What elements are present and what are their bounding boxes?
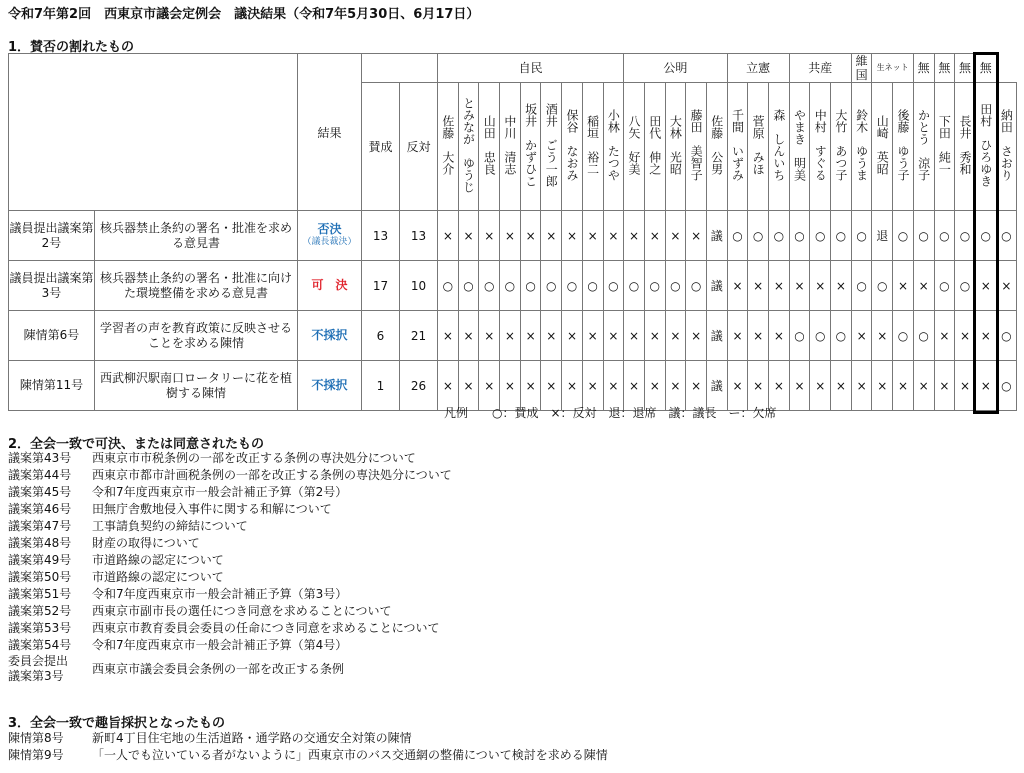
item-number: 陳情第8号 (8, 731, 64, 745)
vote-cell: × (831, 361, 852, 411)
vote-cell: × (665, 361, 686, 411)
vote-cell: ○ (996, 361, 1017, 411)
vote-cell: ○ (769, 211, 790, 261)
bill-number: 議員提出議案第3号 (9, 261, 95, 311)
vote-cell: × (520, 211, 541, 261)
result-cell (298, 311, 362, 361)
item-number: 議案第54号 (8, 638, 72, 652)
list-item (8, 552, 452, 569)
member-name-cell (934, 83, 955, 211)
vote-cell: ○ (789, 311, 810, 361)
vote-cell: × (520, 311, 541, 361)
vote-cell: ○ (458, 261, 479, 311)
member-name-cell (520, 83, 541, 211)
member-name-cell (810, 83, 831, 211)
legend: 凡例 ○：賛成 ×：反対 退：退席 議：議長 ー：欠席 (444, 406, 777, 420)
table-row (9, 211, 1017, 261)
vote-cell: ○ (686, 261, 707, 311)
no-count: 26 (400, 361, 438, 411)
member-name-cell (872, 83, 893, 211)
list-item (8, 569, 452, 586)
count-header-top (362, 54, 438, 83)
vote-cell: ○ (913, 311, 934, 361)
vote-cell: ○ (500, 261, 521, 311)
member-name-cell (893, 83, 914, 211)
item-title: 財産の取得について (92, 536, 200, 550)
item-title: 令和7年度西東京市一般会計補正予算（第2号） (92, 485, 348, 499)
result-header: 結果 (298, 54, 362, 211)
vote-cell: ○ (562, 261, 583, 311)
vote-cell: × (458, 211, 479, 261)
vote-cell: × (624, 311, 645, 361)
vote-cell: × (541, 311, 562, 361)
member-name: やまき 明美 (792, 109, 807, 181)
vote-cell: 議 (706, 311, 727, 361)
vote-cell: ○ (644, 261, 665, 311)
vote-cell: × (438, 211, 459, 261)
vote-cell: × (458, 311, 479, 361)
member-name-cell (624, 83, 645, 211)
vote-cell: × (438, 311, 459, 361)
vote-cell: × (458, 361, 479, 411)
item-title: 西東京市議会委員会条例の一部を改正する条例 (92, 661, 345, 676)
bill-title: 学習者の声を教育政策に反映させることを求める陳情 (95, 311, 298, 361)
list-item (8, 484, 452, 501)
vote-cell: × (975, 261, 996, 311)
party-header: 無 (955, 54, 976, 83)
vote-cell: × (624, 361, 645, 411)
member-name-cell (479, 83, 500, 211)
vote-cell: × (769, 261, 790, 311)
result-cell (298, 261, 362, 311)
item-title: 西東京市市税条例の一部を改正する条例の専決処分について (92, 451, 416, 465)
list-item (8, 535, 452, 552)
vote-cell: × (769, 311, 790, 361)
vote-cell: × (665, 211, 686, 261)
vote-cell: ○ (913, 211, 934, 261)
item-number-line: 委員会提出 (8, 654, 69, 668)
party-header: 無 (934, 54, 955, 83)
vote-cell: ○ (438, 261, 459, 311)
member-name: 千間 いずみ (730, 109, 745, 181)
member-name-cell (603, 83, 624, 211)
member-name-cell (851, 83, 872, 211)
result-cell (298, 361, 362, 411)
member-name-cell (748, 83, 769, 211)
vote-cell: × (500, 361, 521, 411)
party-header: 自民 (438, 54, 624, 83)
no-count-header: 反対 (400, 83, 438, 211)
list-item (8, 747, 608, 764)
vote-cell: ○ (831, 211, 852, 261)
member-name: 大竹 あつ子 (833, 109, 848, 181)
yes-count: 1 (362, 361, 400, 411)
list-item (8, 586, 452, 603)
member-name: 保谷 なおみ (564, 109, 579, 181)
header-blank-cell (9, 54, 298, 211)
section-3-heading: 3．全会一致で趣旨採択となったもの (8, 716, 226, 731)
vote-cell: × (872, 361, 893, 411)
vote-cell: × (934, 361, 955, 411)
member-name: 下田 純一 (937, 115, 952, 175)
vote-cell: × (934, 311, 955, 361)
vote-cell: × (686, 211, 707, 261)
member-name-cell (500, 83, 521, 211)
vote-cell: × (479, 211, 500, 261)
item-number: 議案第50号 (8, 570, 72, 584)
party-header: 公明 (624, 54, 727, 83)
vote-cell: × (438, 361, 459, 411)
vote-cell: ○ (851, 211, 872, 261)
vote-cell: ○ (603, 261, 624, 311)
member-name-cell (562, 83, 583, 211)
vote-cell: × (582, 211, 603, 261)
vote-cell: ○ (541, 261, 562, 311)
vote-cell: × (644, 311, 665, 361)
vote-cell: × (851, 311, 872, 361)
vote-cell: ○ (479, 261, 500, 311)
member-name-cell (975, 83, 996, 211)
vote-cell: × (975, 361, 996, 411)
vote-cell: × (520, 361, 541, 411)
item-title: 市道路線の認定について (92, 553, 224, 567)
list-item (8, 603, 452, 620)
vote-cell: ○ (624, 261, 645, 311)
vote-cell: ○ (955, 211, 976, 261)
vote-cell: × (831, 261, 852, 311)
item-title: 西東京市教育委員会委員の任命につき同意を求めることについて (92, 621, 440, 635)
table-row (9, 311, 1017, 361)
vote-cell: × (913, 361, 934, 411)
result-cell (298, 211, 362, 261)
vote-cell: × (955, 361, 976, 411)
vote-cell: × (665, 311, 686, 361)
member-name: 山崎 英昭 (875, 115, 890, 175)
member-name: 大林 光昭 (668, 115, 683, 175)
vote-cell: × (479, 361, 500, 411)
party-header: 共産 (789, 54, 851, 83)
vote-cell: ○ (893, 211, 914, 261)
result-label: 可 決 (311, 278, 348, 292)
vote-cell: ○ (893, 311, 914, 361)
vote-cell: ○ (789, 211, 810, 261)
yes-count: 13 (362, 211, 400, 261)
vote-cell: × (789, 261, 810, 311)
item-title: 田無庁舎敷地侵入事件に関する和解について (92, 502, 332, 516)
member-name-cell (913, 83, 934, 211)
vote-cell: ○ (665, 261, 686, 311)
vote-cell: ○ (748, 211, 769, 261)
item-number: 議案第43号 (8, 451, 72, 465)
vote-cell: × (603, 361, 624, 411)
member-name-cell (665, 83, 686, 211)
vote-cell: ○ (996, 211, 1017, 261)
yes-count: 17 (362, 261, 400, 311)
member-name-cell (582, 83, 603, 211)
member-name-cell (686, 83, 707, 211)
vote-cell: ○ (996, 311, 1017, 361)
list-item (8, 654, 452, 684)
vote-cell: × (851, 361, 872, 411)
item-number: 議案第52号 (8, 604, 72, 618)
vote-cell: 退 (872, 211, 893, 261)
adopted-list (8, 730, 608, 764)
vote-cell: × (644, 361, 665, 411)
vote-cell: ○ (520, 261, 541, 311)
bill-title: 西武柳沢駅南口ロータリーに花を植樹する陳情 (95, 361, 298, 411)
vote-cell: × (582, 311, 603, 361)
vote-cell: ○ (582, 261, 603, 311)
member-name: 小林 たつや (606, 109, 621, 181)
vote-cell: ○ (810, 311, 831, 361)
member-name-cell (644, 83, 665, 211)
member-name: 田村 ひろゆき (978, 103, 993, 187)
vote-cell: × (603, 311, 624, 361)
vote-cell: ○ (831, 311, 852, 361)
item-title: 工事請負契約の締結について (92, 519, 248, 533)
vote-cell: × (810, 361, 831, 411)
item-number: 議案第48号 (8, 536, 72, 550)
item-title: 西東京市都市計画税条例の一部を改正する条例の専決処分について (92, 468, 452, 482)
vote-cell: × (872, 311, 893, 361)
vote-cell: 議 (706, 211, 727, 261)
member-name: 八矢 好美 (627, 115, 642, 175)
vote-cell: × (893, 261, 914, 311)
member-name: とみなが ゆうじ (461, 97, 476, 193)
member-name: 山田 忠良 (482, 115, 497, 175)
vote-cell: × (913, 261, 934, 311)
member-name-cell (458, 83, 479, 211)
vote-cell: × (748, 311, 769, 361)
member-name-cell (438, 83, 459, 211)
list-item (8, 501, 452, 518)
vote-cell: × (789, 361, 810, 411)
vote-cell: × (686, 311, 707, 361)
party-header: 維国 (851, 54, 872, 83)
member-name-cell (831, 83, 852, 211)
vote-cell: × (541, 361, 562, 411)
member-name: 後藤 ゆう子 (895, 109, 910, 181)
list-item (8, 450, 452, 467)
vote-cell: ○ (727, 211, 748, 261)
member-name-cell (955, 83, 976, 211)
table-row (9, 261, 1017, 311)
item-number-line: 議案第3号 (8, 669, 64, 683)
party-header: 立憲 (727, 54, 789, 83)
vote-cell: × (975, 311, 996, 361)
member-name: 菅原 みほ (751, 115, 766, 175)
list-item (8, 620, 452, 637)
vote-cell: × (727, 311, 748, 361)
member-name: 田代 伸之 (647, 115, 662, 175)
member-name-cell (996, 83, 1017, 211)
vote-cell: × (893, 361, 914, 411)
vote-cell: × (955, 311, 976, 361)
bill-title: 核兵器禁止条約の署名・批准を求める意見書 (95, 211, 298, 261)
member-name-cell (706, 83, 727, 211)
party-header: 生ネット (872, 54, 913, 83)
list-item (8, 730, 608, 747)
item-number: 議案第45号 (8, 485, 72, 499)
member-name: 坂井 かずひこ (523, 103, 538, 187)
vote-results-table (8, 53, 1017, 411)
bill-number: 陳情第11号 (9, 361, 95, 411)
member-name: 佐藤 大介 (440, 115, 455, 175)
result-label: 否決 (317, 221, 342, 236)
item-number: 議案第46号 (8, 502, 72, 516)
member-name: 稲垣 裕二 (585, 115, 600, 175)
table-row (9, 361, 1017, 411)
item-title: 市道路線の認定について (92, 570, 224, 584)
member-name: 佐藤 公男 (709, 115, 724, 175)
member-name: 中川 清志 (502, 115, 517, 175)
vote-cell: × (769, 361, 790, 411)
bill-number: 陳情第6号 (9, 311, 95, 361)
vote-cell: 議 (706, 261, 727, 311)
vote-cell: × (624, 211, 645, 261)
item-number: 陳情第9号 (8, 748, 64, 762)
list-item (8, 637, 452, 654)
item-number: 議案第44号 (8, 468, 72, 482)
vote-cell: × (562, 211, 583, 261)
vote-cell: × (562, 361, 583, 411)
no-count: 10 (400, 261, 438, 311)
vote-cell: ○ (810, 211, 831, 261)
vote-cell: ○ (934, 261, 955, 311)
vote-cell: ○ (934, 211, 955, 261)
vote-cell: ○ (851, 261, 872, 311)
result-sublabel: （議長裁決） (302, 236, 357, 247)
member-name: 長井 秀和 (958, 115, 973, 175)
vote-cell: × (500, 211, 521, 261)
item-number: 議案第47号 (8, 519, 72, 533)
unanimous-list (8, 450, 452, 684)
no-count: 13 (400, 211, 438, 261)
vote-cell: ○ (955, 261, 976, 311)
vote-cell: ○ (975, 211, 996, 261)
member-name-cell (727, 83, 748, 211)
bill-number: 議員提出議案第2号 (9, 211, 95, 261)
document-title: 令和7年第2回 西東京市議会定例会 議決結果（令和7年5月30日、6月17日） (8, 7, 480, 22)
vote-cell: × (562, 311, 583, 361)
member-name: かとう 涼子 (916, 109, 931, 181)
vote-cell: × (479, 311, 500, 361)
item-title: 西東京市副市長の選任につき同意を求めることについて (92, 604, 392, 618)
vote-cell: × (644, 211, 665, 261)
vote-cell: × (686, 361, 707, 411)
party-header: 無 (975, 54, 996, 83)
result-label: 不採択 (311, 328, 348, 342)
vote-cell: × (727, 361, 748, 411)
member-name-cell (541, 83, 562, 211)
result-label: 不採択 (311, 378, 348, 392)
member-name: 鈴木 ゆうま (854, 109, 869, 181)
vote-cell: × (603, 211, 624, 261)
member-name: 酒井 ごう一郎 (544, 103, 559, 187)
no-count: 21 (400, 311, 438, 361)
member-name-cell (769, 83, 790, 211)
member-name: 納田 さおり (999, 109, 1014, 181)
item-number: 議案第53号 (8, 621, 72, 635)
item-title: 令和7年度西東京市一般会計補正予算（第4号） (92, 638, 348, 652)
item-title: 新町4丁目住宅地の生活道路・通学路の交通安全対策の陳情 (92, 731, 412, 745)
member-name: 藤田 美智子 (689, 109, 704, 181)
item-title: 「一人でも泣いている者がないように」西東京市のバス交通網の整備について検討を求める陳情 (92, 748, 608, 762)
vote-cell: × (541, 211, 562, 261)
vote-cell: × (748, 361, 769, 411)
member-name-cell (789, 83, 810, 211)
member-name: 中村 すぐる (813, 109, 828, 181)
item-number: 議案第49号 (8, 553, 72, 567)
member-name: 森 しんいち (771, 109, 786, 181)
item-number: 議案第51号 (8, 587, 72, 601)
vote-cell: × (748, 261, 769, 311)
vote-cell: 議 (706, 361, 727, 411)
vote-cell: ○ (872, 261, 893, 311)
section-1-heading: 1．賛否の割れたもの (8, 40, 135, 55)
vote-cell: × (500, 311, 521, 361)
vote-cell: × (727, 261, 748, 311)
list-item (8, 467, 452, 484)
vote-cell: × (996, 261, 1017, 311)
party-header: 無 (913, 54, 934, 83)
yes-count-header: 賛成 (362, 83, 400, 211)
vote-cell: × (810, 261, 831, 311)
item-number (8, 654, 92, 684)
section-2-heading: 2．全会一致で可決、または同意されたもの (8, 437, 265, 452)
list-item (8, 518, 452, 535)
bill-title: 核兵器禁止条約の署名・批准に向けた環境整備を求める意見書 (95, 261, 298, 311)
yes-count: 6 (362, 311, 400, 361)
item-title: 令和7年度西東京市一般会計補正予算（第3号） (92, 587, 348, 601)
vote-cell: × (582, 361, 603, 411)
